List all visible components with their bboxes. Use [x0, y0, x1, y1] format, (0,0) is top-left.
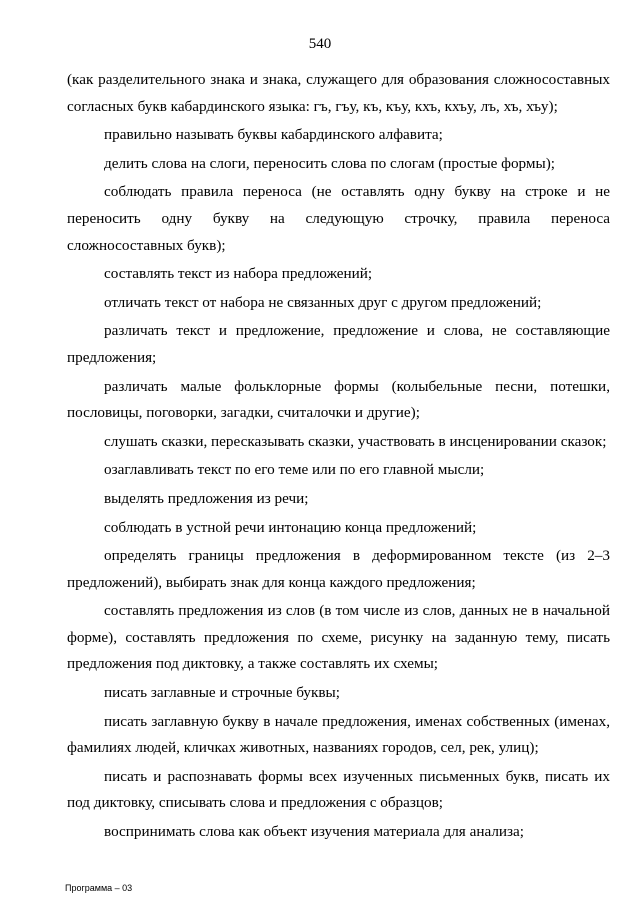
paragraph: определять границы предложения в деформированном тексте (из 2–3 предложений), выбирать знак для конца каждого предложения;	[67, 547, 610, 591]
paragraph: воспринимать слова как объект изучения материала для анализа;	[104, 823, 524, 841]
paragraph: правильно называть буквы кабардинского алфавита;	[104, 126, 443, 144]
paragraph: различать малые фольклорные формы (колыбельные песни, потешки, пословицы, поговорки, загадки, считалочки и другие);	[67, 377, 610, 422]
document-body	[67, 67, 610, 846]
paragraph: соблюдать правила переноса (не оставлять одну букву на строке и не переносить одну букву на следующую строчку, правила переноса сложносоставных букв);	[67, 183, 610, 254]
paragraph: составлять текст из набора предложений;	[104, 265, 373, 283]
paragraph: (как разделительного знака и знака, служащего для образования сложносоставных согласных букв кабардинского языка: гъ, гъу, къ, къу, кхъ, кхъу, лъ, хъ, хъу);	[67, 71, 610, 115]
paragraph: слушать сказки, пересказывать сказки, участвовать в инсценировании сказок;	[104, 432, 607, 450]
footer-label: Программа – 03	[65, 883, 133, 893]
paragraph: писать заглавные и строчные буквы;	[104, 684, 340, 702]
paragraph: соблюдать в устной речи интонацию конца предложений;	[104, 518, 477, 536]
paragraph: писать и распознавать формы всех изученных письменных букв, писать их под диктовку, списывать слова и предложения с образцов;	[67, 767, 610, 812]
paragraph: делить слова на слоги, переносить слова по слогам (простые формы);	[104, 154, 556, 172]
paragraph: отличать текст от набора не связанных друг с другом предложений;	[104, 293, 542, 311]
paragraph: озаглавливать текст по его теме или по его главной мысли;	[104, 461, 485, 479]
paragraph: выделять предложения из речи;	[104, 489, 309, 507]
paragraph: различать текст и предложение, предложение и слова, не составляющие предложения;	[67, 322, 610, 366]
paragraph: составлять предложения из слов (в том числе из слов, данных не в начальной форме), составлять предложения по схеме, рисунку на заданную тему, писать предложения под диктовку, а также составлять их схемы;	[67, 602, 610, 673]
paragraph: писать заглавную букву в начале предложения, именах собственных (именах, фамилиях людей, кличках животных, названиях городов, сел, рек, улиц);	[67, 712, 610, 757]
page-number: 540	[308, 36, 332, 52]
